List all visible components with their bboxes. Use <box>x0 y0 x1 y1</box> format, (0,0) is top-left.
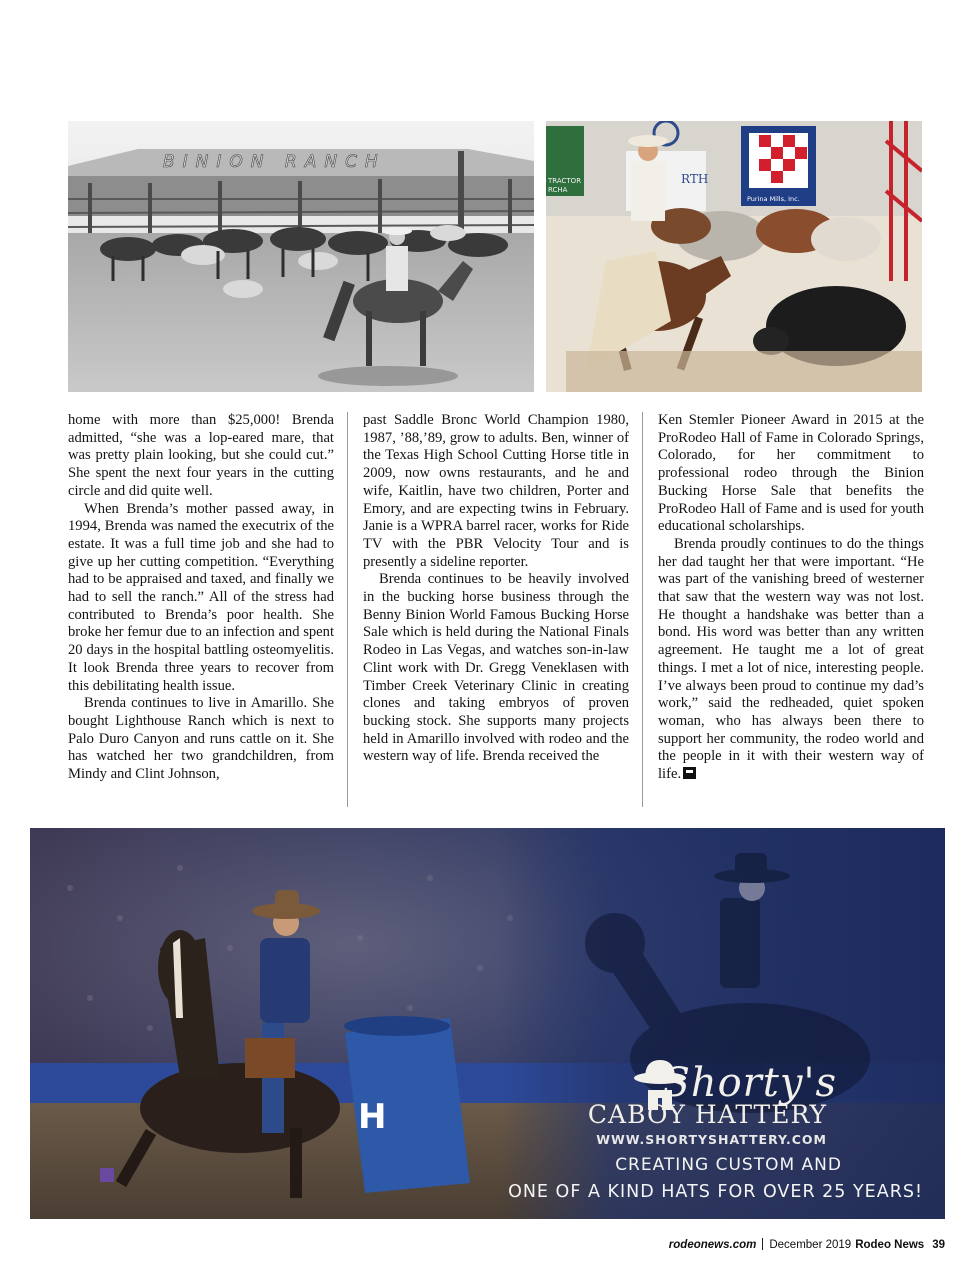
paragraph <box>658 536 924 784</box>
ad-website-link[interactable]: WWW.SHORTYSHATTERY.COM <box>596 1132 827 1147</box>
paragraph-text: Brenda proudly continues to do the things her dad taught her that were important. “He was part of the vanishing breed of westerner that saw that the western way was not lost. He thought a handshake was better than a bond. His word was better than any written agreement. He taught me a lot of great things. I met a lot of nice, interesting people. I’ve always been proud to continue my dad’s work,” said the redheaded, quiet spoken woman, who has always been there to support her community, the rodeo world and the people in it with their western way of life. <box>658 535 924 783</box>
ad-tagline-1: CREATING CUSTOM AND <box>615 1155 842 1175</box>
barn-sign-text: BINION RANCH <box>163 152 386 172</box>
banner-rth-text: RTH <box>681 172 709 186</box>
paragraph: When Brenda’s mother passed away, in 1994, Brenda was named the executrix of the estate. It was a full time job and she had to give up her cutting competition. “Everything had to be appraised and taxed, and finally we had to sell the ranch.” All of the stress had contributed to Brenda’s poor health. She broke her femur due to an infection and spent 20 days in the hospital battling osteomyelitis. It look Brenda three years to recover from this debilitating health issue. <box>68 500 334 694</box>
paragraph: Brenda continues to be heavily involved in the bucking horse business through the Benny Binion World Famous Bucking Horse Sale which is held during the National Finals Rodeo in Las Vegas, and watches son-in-law Clint work with Dr. Gregg Veneklasen with Timber Creek Veterinary Clinic in creating clones and taking embryos of proven bucking stock. She supports many projects held in Amarillo involved with rodeo and the western way of life. Brenda received the <box>363 571 629 765</box>
binion-ranch-photo <box>68 121 534 392</box>
footer-separator <box>762 1238 763 1250</box>
article-column-3 <box>658 412 924 784</box>
paragraph: past Saddle Bronc World Champion 1980, 1987, ’88,’89, grow to adults. Ben, winner of the Texas High School Cutting Horse title in 2009, now owns restaurants, and he and wife, Kaitlin, have two children, Porter and Emory, and are expecting twins in February. Janie is a WPRA barrel racer, works for Ride TV with the PBR Velocity Tour and is presently a sideline reporter. <box>363 412 629 570</box>
column-divider <box>642 412 643 807</box>
footer-magazine: Rodeo News <box>855 1239 925 1251</box>
column-divider <box>347 412 348 807</box>
footer-site-link[interactable]: rodeonews.com <box>668 1239 757 1251</box>
shortys-hattery-ad[interactable] <box>30 828 945 1219</box>
paragraph: Brenda continues to live in Amarillo. She bought Lighthouse Ranch which is next to Palo Duro Canyon and runs cattle on it. She has watched her two grandchildren, from Mindy and Clint Johnson, <box>68 695 334 783</box>
banner-tractor-text: TRACTOR <box>548 177 582 185</box>
purina-text: Purina Mills, Inc. <box>747 195 800 203</box>
barrel-logo-text: H <box>358 1097 387 1137</box>
article-column-2 <box>363 412 629 766</box>
end-of-article-icon <box>683 767 696 779</box>
ad-tagline-2: ONE OF A KIND HATS FOR OVER 25 YEARS! <box>508 1182 923 1202</box>
paragraph: Ken Stemler Pioneer Award in 2015 at the ProRodeo Hall of Fame in Colorado Springs, Colorado, for her commitment to professional rodeo through the Binion Bucking Horse Sale that benefits the ProRodeo Hall of Fame and is used for youth educational scholarships. <box>658 412 924 535</box>
paragraph: home with more than $25,000! Brenda admitted, “she was a lop-eared mare, that was pretty plain looking, but she could cut.” She spent the next four years in the cutting circle and did quite well. <box>68 412 334 499</box>
cutting-horse-photo <box>546 121 922 392</box>
ad-brand-subtitle: CABOY HATTERY <box>587 1100 827 1129</box>
ad-brand-script: Shorty's <box>662 1060 837 1106</box>
page-footer <box>669 1238 945 1251</box>
page-number: 39 <box>932 1239 945 1251</box>
article-column-1 <box>68 412 334 784</box>
banner-rcha-text: RCHA <box>548 186 568 194</box>
footer-date: December 2019 <box>769 1239 852 1251</box>
